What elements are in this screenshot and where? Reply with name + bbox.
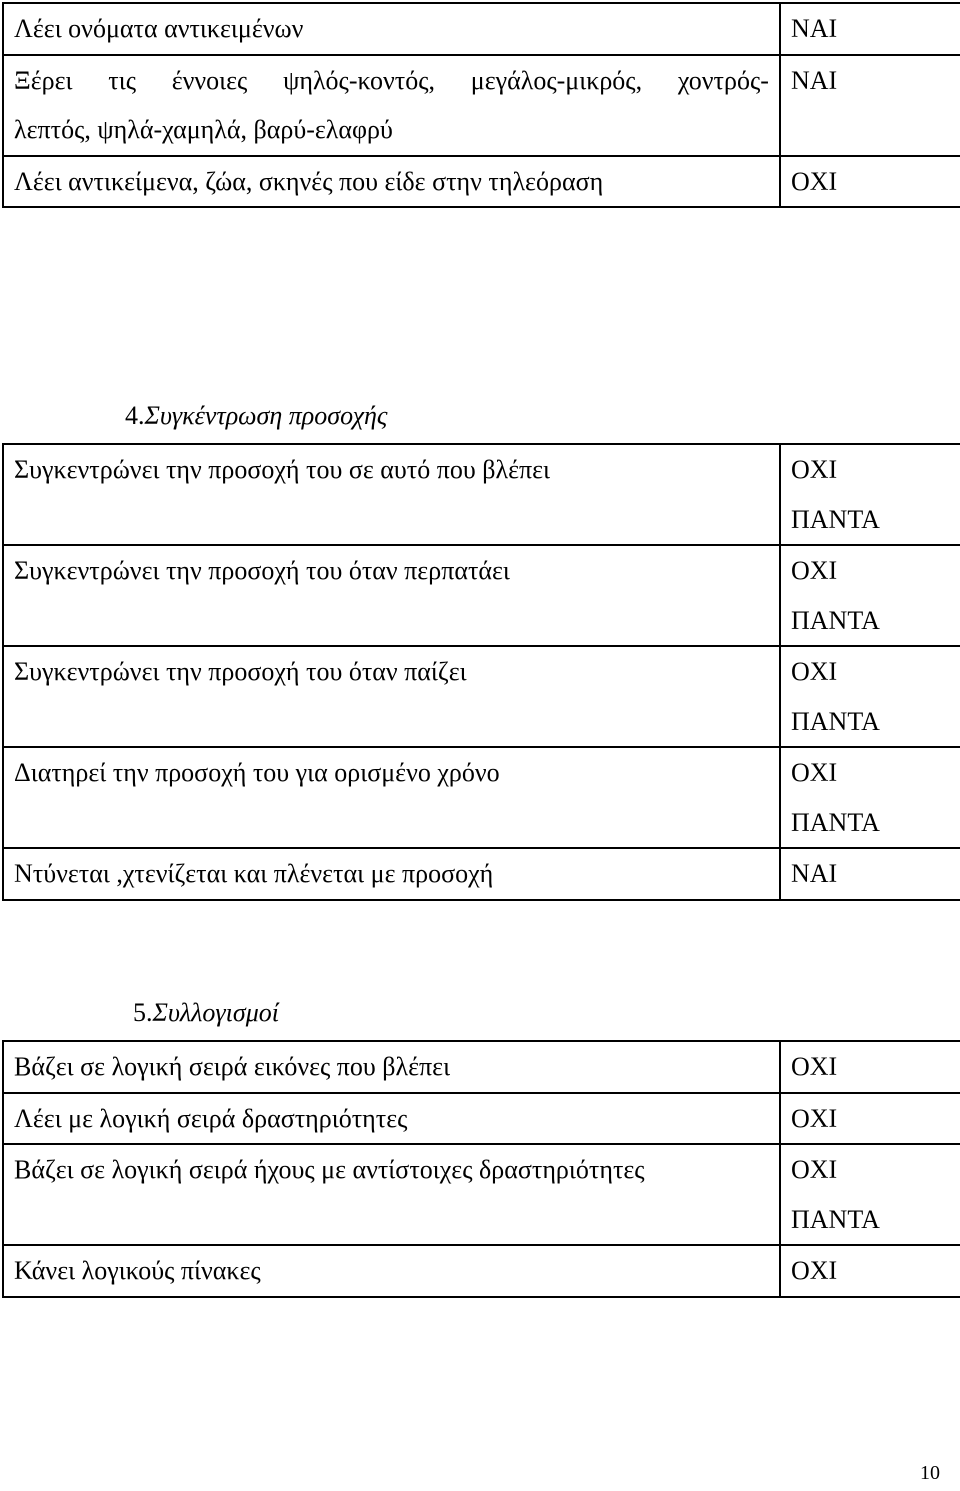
answer-text: ΠΑΝΤΑ <box>791 807 880 837</box>
question-text: Συγκεντρώνει την προσοχή του όταν παίζει <box>14 657 467 686</box>
question-text: Βάζει σε λογική σειρά εικόνες που βλέπει <box>14 1052 451 1081</box>
checklist-table-1 <box>2 2 960 208</box>
question-text: Λέει αντικείμενα, ζώα, σκηνές που είδε στην τηλεόραση <box>14 166 604 196</box>
question-word: χοντρός- <box>677 65 769 95</box>
answer-text: ΠΑΝΤΑ <box>791 706 880 736</box>
question-text: Λέει με λογική σειρά δραστηριότητες <box>14 1103 408 1133</box>
answer-cell <box>780 156 960 208</box>
answer-text: ΟΧΙ <box>791 455 838 484</box>
question-word: μεγάλος-μικρός, <box>470 65 643 95</box>
question-cell <box>3 1093 780 1145</box>
answer-text: ΟΧΙ <box>791 1256 838 1285</box>
answer-text: ΟΧΙ <box>791 556 838 585</box>
question-word: έννοιες <box>171 65 248 95</box>
question-text: Συγκεντρώνει την προσοχή του όταν περπατάει <box>14 556 510 585</box>
answer-text: ΟΧΙ <box>791 1155 838 1184</box>
question-cell <box>3 1041 780 1093</box>
section-number: 4. <box>125 401 145 430</box>
section-number: 5. <box>133 998 153 1027</box>
answer-cell <box>780 3 960 55</box>
table-row <box>3 1093 960 1145</box>
answer-text: ΝΑΙ <box>791 14 838 43</box>
question-text: Βάζει σε λογική σειρά ήχους με αντίστοιχες δραστηριότητες <box>14 1155 645 1184</box>
section-title: Συγκέντρωση προσοχής <box>144 401 388 430</box>
section-title: Συλλογισμοί <box>152 998 279 1027</box>
answer-text: ΠΑΝΤΑ <box>791 605 880 635</box>
section-5-heading <box>133 1000 279 1026</box>
table-row <box>3 444 960 545</box>
question-word: τις <box>108 65 136 95</box>
answer-cell <box>780 545 960 646</box>
table-row <box>3 156 960 208</box>
table-row <box>3 747 960 848</box>
answer-text: ΟΧΙ <box>791 1103 838 1133</box>
answer-cell <box>780 747 960 848</box>
answer-cell <box>780 55 960 156</box>
question-cell <box>3 1245 780 1297</box>
answer-text: ΠΑΝΤΑ <box>791 1204 880 1234</box>
table-row <box>3 55 960 156</box>
table-row <box>3 848 960 900</box>
page-number: 10 <box>920 1462 940 1484</box>
question-text: Ντύνεται ,χτενίζεται και πλένεται με προσοχή <box>14 859 494 888</box>
question-cell <box>3 55 780 156</box>
checklist-table-attention <box>2 443 960 901</box>
question-word: ψηλός-κοντός, <box>283 65 436 95</box>
question-text: Κάνει λογικούς πίνακες <box>14 1256 261 1285</box>
answer-cell <box>780 1245 960 1297</box>
answer-cell <box>780 646 960 747</box>
question-cell <box>3 747 780 848</box>
answer-cell <box>780 848 960 900</box>
question-cell <box>3 1144 780 1245</box>
answer-text: ΝΑΙ <box>791 859 838 888</box>
question-text: Διατηρεί την προσοχή του για ορισμένο χρόνο <box>14 758 500 787</box>
question-cell <box>3 545 780 646</box>
answer-text: ΠΑΝΤΑ <box>791 504 880 534</box>
question-cell <box>3 156 780 208</box>
answer-text: ΟΧΙ <box>791 657 838 686</box>
question-text: Λέει ονόματα αντικειμένων <box>14 14 304 43</box>
question-cell <box>3 3 780 55</box>
question-cell <box>3 444 780 545</box>
question-text-continued: λεπτός, ψηλά-χαμηλά, βαρύ-ελαφρύ <box>14 115 393 144</box>
table-row <box>3 545 960 646</box>
section-4-heading <box>125 403 387 429</box>
table-row <box>3 646 960 747</box>
answer-text: ΟΧΙ <box>791 1052 838 1081</box>
table-row <box>3 1144 960 1245</box>
question-cell <box>3 646 780 747</box>
table-row <box>3 3 960 55</box>
question-text <box>14 56 779 106</box>
answer-cell <box>780 1041 960 1093</box>
answer-text: ΝΑΙ <box>791 65 838 95</box>
table-row <box>3 1245 960 1297</box>
answer-cell <box>780 444 960 545</box>
answer-text: ΟΧΙ <box>791 166 838 196</box>
answer-text: ΟΧΙ <box>791 758 838 787</box>
checklist-table-reasoning <box>2 1040 960 1298</box>
question-word: Ξέρει <box>14 65 73 95</box>
question-cell <box>3 848 780 900</box>
answer-cell <box>780 1144 960 1245</box>
question-text: Συγκεντρώνει την προσοχή του σε αυτό που βλέπει <box>14 455 551 484</box>
table-row <box>3 1041 960 1093</box>
answer-cell <box>780 1093 960 1145</box>
